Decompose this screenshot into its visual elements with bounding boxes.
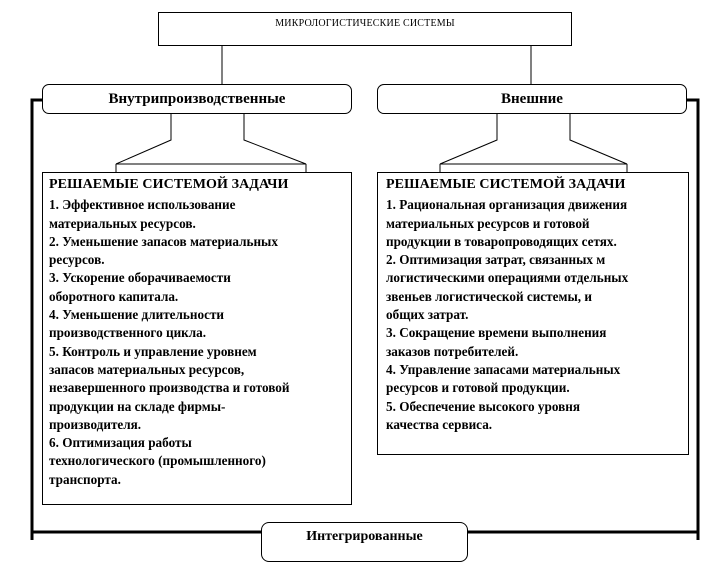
task-line: 5. Обеспечение высокого уровня <box>386 398 580 414</box>
arrow-left-shape <box>116 114 306 172</box>
task-line: производственного цикла. <box>49 325 207 341</box>
task-line: производителя. <box>49 416 142 432</box>
task-line: 1. Рациональная организация движения <box>386 197 628 213</box>
task-line: логистическими операциями отдельных <box>386 270 629 286</box>
task-line: общих затрат. <box>386 307 469 323</box>
tasks-external-title: РЕШАЕМЫЕ СИСТЕМОЙ ЗАДАЧИ <box>386 177 626 192</box>
task-line: 4. Уменьшение длительности <box>49 307 225 323</box>
tasks-external-list <box>386 196 680 434</box>
task-line: оборотного капитала. <box>49 288 179 304</box>
task-line: незавершенного производства и готовой <box>49 380 290 396</box>
category-internal <box>42 84 352 114</box>
task-line: материальных ресурсов. <box>49 215 196 231</box>
category-external-label: Внешние <box>501 91 563 107</box>
task-line: транспорта. <box>49 471 121 487</box>
category-integrated-label: Интегрированные <box>306 529 423 544</box>
task-line: 3. Ускорение оборачиваемости <box>49 270 231 286</box>
root-title: МИКРОЛОГИСТИЧЕСКИЕ СИСТЕМЫ <box>275 18 455 29</box>
task-line: качества сервиса. <box>386 416 493 432</box>
root-node <box>158 12 572 46</box>
task-line: 6. Оптимизация работы <box>49 435 192 451</box>
task-line: материальных ресурсов и готовой <box>386 215 590 231</box>
task-line: 1. Эффективное использование <box>49 197 236 213</box>
task-line: ресурсов. <box>49 252 105 268</box>
category-integrated <box>261 522 468 562</box>
task-line: продукции на складе фирмы- <box>49 398 226 414</box>
category-internal-label: Внутрипроизводственные <box>108 91 286 107</box>
task-line: технологического (промышленного) <box>49 453 266 469</box>
task-line: 4. Управление запасами материальных <box>386 361 621 377</box>
task-line: 5. Контроль и управление уровнем <box>49 343 257 359</box>
task-line: 2. Уменьшение запасов материальных <box>49 233 278 249</box>
arrow-right-shape <box>440 114 627 172</box>
task-line: ресурсов и готовой продукции. <box>386 380 570 396</box>
category-external <box>377 84 687 114</box>
task-line: 3. Сокращение времени выполнения <box>386 325 607 341</box>
task-line: заказов потребителей. <box>386 343 519 359</box>
tasks-external-box <box>377 172 689 455</box>
tasks-internal-list <box>49 196 343 489</box>
tasks-internal-title: РЕШАЕМЫЕ СИСТЕМОЙ ЗАДАЧИ <box>49 177 289 192</box>
task-line: продукции в товаропроводящих сетях. <box>386 233 617 249</box>
left-frame-line <box>32 100 42 540</box>
task-line: запасов материальных ресурсов, <box>49 361 245 377</box>
tasks-internal-box <box>42 172 352 505</box>
task-line: 2. Оптимизация затрат, связанных м <box>386 252 606 268</box>
task-line: звеньев логистической системы, и <box>386 288 592 304</box>
